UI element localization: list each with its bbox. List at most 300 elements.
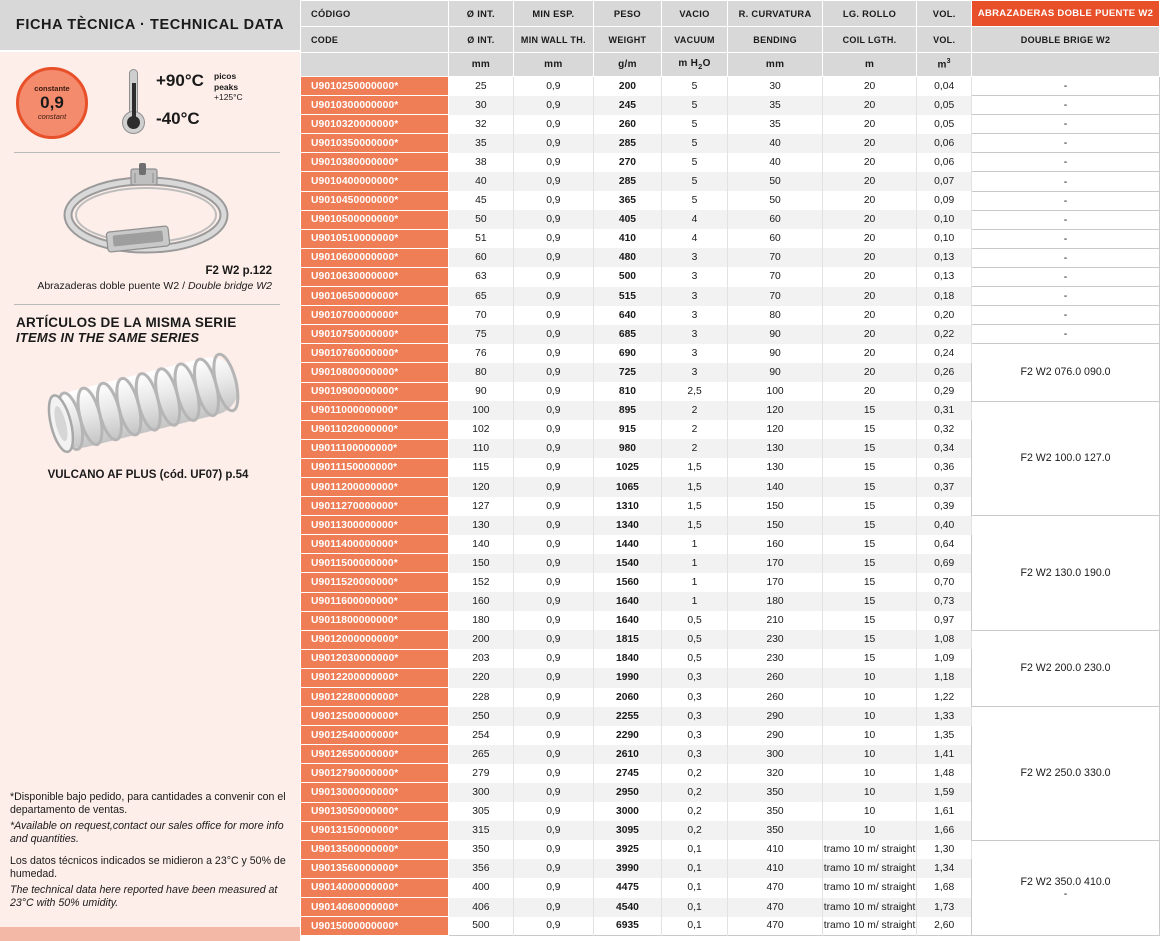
cell-code[interactable]: U9013050000000* — [301, 802, 449, 821]
cell-code[interactable]: U9012200000000* — [301, 668, 449, 687]
cell-clamp-reference: - — [972, 287, 1160, 306]
cell-wall: 0,9 — [513, 267, 594, 286]
cell-coil: 20 — [822, 172, 916, 191]
cell-wall: 0,9 — [513, 745, 594, 764]
cell-int: 228 — [449, 688, 513, 707]
cell-clamp-reference: F2 W2 350.0 410.0 - — [972, 840, 1160, 935]
cell-vacuum: 0,1 — [661, 917, 728, 936]
cell-vol: 0,37 — [917, 477, 972, 496]
cell-wall: 0,9 — [513, 649, 594, 668]
cell-wall: 0,9 — [513, 420, 594, 439]
cell-clamp-reference: - — [972, 248, 1160, 267]
cell-wall: 0,9 — [513, 172, 594, 191]
cell-vol: 1,48 — [917, 764, 972, 783]
cell-weight: 895 — [594, 401, 662, 420]
technical-data-table — [300, 0, 1160, 936]
header-row-es — [301, 1, 1160, 27]
cell-vol: 0,24 — [917, 344, 972, 363]
cell-bending: 90 — [728, 344, 822, 363]
table-row — [301, 840, 1160, 859]
cell-clamp-reference: - — [972, 306, 1160, 325]
cell-code[interactable]: U9012650000000* — [301, 745, 449, 764]
th-bending: BENDING — [728, 27, 822, 53]
temp-max: +90°C — [156, 71, 204, 90]
cell-clamp-reference: F2 W2 076.0 090.0 — [972, 344, 1160, 401]
cell-code[interactable]: U9010800000000* — [301, 363, 449, 382]
cell-bending: 120 — [728, 420, 822, 439]
cell-vol: 0,40 — [917, 516, 972, 535]
specs-row — [10, 62, 286, 140]
cell-code[interactable]: U9010750000000* — [301, 325, 449, 344]
cell-coil: 20 — [822, 210, 916, 229]
cell-vol: 0,32 — [917, 420, 972, 439]
clamp-image — [10, 163, 286, 259]
table-row — [301, 707, 1160, 726]
cell-coil: 15 — [822, 497, 916, 516]
cell-vacuum: 3 — [661, 344, 728, 363]
cell-wall: 0,9 — [513, 248, 594, 267]
thermometer-icon — [116, 67, 150, 139]
cell-code[interactable]: U9010600000000* — [301, 248, 449, 267]
cell-code[interactable]: U9010900000000* — [301, 382, 449, 401]
cell-coil: 20 — [822, 191, 916, 210]
cell-int: 150 — [449, 554, 513, 573]
cell-vacuum: 5 — [661, 191, 728, 210]
temp-peaks-es: picos — [214, 71, 237, 81]
table-row — [301, 306, 1160, 325]
cell-int: 35 — [449, 134, 513, 153]
cell-code[interactable]: U9013560000000* — [301, 859, 449, 878]
th-units-blank — [301, 53, 449, 77]
cell-code[interactable]: U9010250000000* — [301, 77, 449, 96]
cell-vacuum: 0,2 — [661, 821, 728, 840]
cell-int: 50 — [449, 210, 513, 229]
cell-bending: 410 — [728, 840, 822, 859]
cell-wall: 0,9 — [513, 325, 594, 344]
cell-weight: 915 — [594, 420, 662, 439]
table-row — [301, 96, 1160, 115]
cell-coil: 20 — [822, 248, 916, 267]
cell-vol: 0,70 — [917, 573, 972, 592]
cell-code[interactable]: U9010500000000* — [301, 210, 449, 229]
cell-int: 102 — [449, 420, 513, 439]
cell-code[interactable]: U9010380000000* — [301, 153, 449, 172]
cell-vol: 1,41 — [917, 745, 972, 764]
cell-code[interactable]: U9011150000000* — [301, 458, 449, 477]
cell-weight: 2255 — [594, 707, 662, 726]
cell-int: 400 — [449, 878, 513, 897]
cell-weight: 285 — [594, 134, 662, 153]
cell-bending: 50 — [728, 172, 822, 191]
cell-coil: 10 — [822, 821, 916, 840]
cell-coil: 10 — [822, 783, 916, 802]
header-row-units — [301, 53, 1160, 77]
cell-weight: 3925 — [594, 840, 662, 859]
cell-coil: 20 — [822, 363, 916, 382]
cell-wall: 0,9 — [513, 477, 594, 496]
cell-bending: 120 — [728, 401, 822, 420]
cell-weight: 410 — [594, 229, 662, 248]
cell-weight: 1640 — [594, 611, 662, 630]
cell-coil: 15 — [822, 516, 916, 535]
cell-code[interactable]: U9011800000000* — [301, 611, 449, 630]
cell-wall: 0,9 — [513, 573, 594, 592]
cell-bending: 180 — [728, 592, 822, 611]
cell-wall: 0,9 — [513, 382, 594, 401]
table-row — [301, 134, 1160, 153]
cell-bending: 60 — [728, 229, 822, 248]
th-coil: COIL LGTH. — [822, 27, 916, 53]
cell-weight: 3990 — [594, 859, 662, 878]
cell-vol: 1,61 — [917, 802, 972, 821]
cell-vacuum: 2 — [661, 439, 728, 458]
cell-weight: 405 — [594, 210, 662, 229]
cell-vacuum: 3 — [661, 325, 728, 344]
header-row-en — [301, 27, 1160, 53]
cell-int: 160 — [449, 592, 513, 611]
cell-bending: 150 — [728, 497, 822, 516]
cell-coil: 15 — [822, 458, 916, 477]
cell-code[interactable]: U9012000000000* — [301, 630, 449, 649]
cell-vacuum: 0,5 — [661, 630, 728, 649]
bottom-accent-strip — [0, 927, 300, 941]
th-min-wall: MIN WALL TH. — [513, 27, 594, 53]
cell-wall: 0,9 — [513, 783, 594, 802]
cell-int: 120 — [449, 477, 513, 496]
cell-code[interactable]: U9011000000000* — [301, 401, 449, 420]
cell-code[interactable]: U9013150000000* — [301, 821, 449, 840]
cell-wall: 0,9 — [513, 630, 594, 649]
table-row — [301, 210, 1160, 229]
cell-code[interactable]: U9011400000000* — [301, 535, 449, 554]
cell-clamp-reference: - — [972, 134, 1160, 153]
cell-code[interactable]: U9010350000000* — [301, 134, 449, 153]
cell-vol: 0,64 — [917, 535, 972, 554]
cell-code[interactable]: U9012790000000* — [301, 764, 449, 783]
table-row — [301, 229, 1160, 248]
cell-bending: 170 — [728, 554, 822, 573]
cell-wall: 0,9 — [513, 191, 594, 210]
cell-bending: 90 — [728, 325, 822, 344]
cell-vol: 0,07 — [917, 172, 972, 191]
cell-wall: 0,9 — [513, 611, 594, 630]
cell-vol: 0,05 — [917, 115, 972, 134]
cell-int: 220 — [449, 668, 513, 687]
cell-weight: 4540 — [594, 898, 662, 917]
cell-wall: 0,9 — [513, 688, 594, 707]
cell-bending: 35 — [728, 96, 822, 115]
th-vol-en: VOL. — [917, 27, 972, 53]
cell-bending: 210 — [728, 611, 822, 630]
cell-clamp-reference: - — [972, 153, 1160, 172]
cell-coil: 10 — [822, 688, 916, 707]
cell-clamp-reference: - — [972, 229, 1160, 248]
cell-int: 65 — [449, 287, 513, 306]
cell-code[interactable]: U9010400000000* — [301, 172, 449, 191]
cell-weight: 690 — [594, 344, 662, 363]
cell-bending: 260 — [728, 668, 822, 687]
cell-vacuum: 5 — [661, 115, 728, 134]
cell-code[interactable]: U9011500000000* — [301, 554, 449, 573]
table-row — [301, 287, 1160, 306]
cell-int: 25 — [449, 77, 513, 96]
cell-wall: 0,9 — [513, 917, 594, 936]
cell-coil: tramo 10 m/ straight — [822, 898, 916, 917]
cell-clamp-reference: - — [972, 172, 1160, 191]
cell-int: 45 — [449, 191, 513, 210]
cell-weight: 810 — [594, 382, 662, 401]
cell-vacuum: 3 — [661, 267, 728, 286]
table-row — [301, 172, 1160, 191]
cell-code[interactable]: U9013000000000* — [301, 783, 449, 802]
cell-vacuum: 4 — [661, 229, 728, 248]
cell-bending: 160 — [728, 535, 822, 554]
cell-coil: 20 — [822, 96, 916, 115]
cell-vacuum: 0,5 — [661, 649, 728, 668]
cell-weight: 685 — [594, 325, 662, 344]
cell-vol: 0,13 — [917, 267, 972, 286]
cell-coil: 10 — [822, 764, 916, 783]
cell-bending: 230 — [728, 630, 822, 649]
cell-code[interactable]: U9014000000000* — [301, 878, 449, 897]
note-measurement-en: The technical data here reported have been measured at 23°C with 50% umidity. — [10, 883, 278, 910]
cell-coil: 20 — [822, 325, 916, 344]
cell-code[interactable]: U9015000000000* — [301, 917, 449, 936]
cell-wall: 0,9 — [513, 726, 594, 745]
cell-code[interactable]: U9011300000000* — [301, 516, 449, 535]
constant-label-es: constante — [34, 84, 70, 94]
cell-coil: 15 — [822, 554, 916, 573]
cell-coil: 15 — [822, 573, 916, 592]
cell-code[interactable]: U9011520000000* — [301, 573, 449, 592]
cell-coil: 20 — [822, 267, 916, 286]
cell-bending: 30 — [728, 77, 822, 96]
cell-code[interactable]: U9010450000000* — [301, 191, 449, 210]
cell-code[interactable]: U9014060000000* — [301, 898, 449, 917]
cell-weight: 4475 — [594, 878, 662, 897]
cell-int: 30 — [449, 96, 513, 115]
constant-badge — [16, 67, 88, 139]
cell-coil: tramo 10 m/ straight — [822, 840, 916, 859]
clamp-caption — [10, 280, 286, 292]
cell-wall: 0,9 — [513, 77, 594, 96]
cell-code[interactable]: U9010650000000* — [301, 287, 449, 306]
cell-vacuum: 0,2 — [661, 783, 728, 802]
panel-title: FICHA TÈCNICA · TECHNICAL DATA — [15, 17, 285, 33]
clamp-reference: F2 W2 p.122 — [205, 265, 272, 277]
cell-vol: 0,34 — [917, 439, 972, 458]
cell-wall: 0,9 — [513, 363, 594, 382]
cell-vol: 0,06 — [917, 134, 972, 153]
cell-weight: 2610 — [594, 745, 662, 764]
cell-vol: 0,10 — [917, 229, 972, 248]
cell-code[interactable]: U9010700000000* — [301, 306, 449, 325]
cell-bending: 300 — [728, 745, 822, 764]
cell-code[interactable]: U9010510000000* — [301, 229, 449, 248]
cell-wall: 0,9 — [513, 458, 594, 477]
cell-int: 140 — [449, 535, 513, 554]
cell-coil: 15 — [822, 535, 916, 554]
cell-wall: 0,9 — [513, 821, 594, 840]
cell-vol: 0,29 — [917, 382, 972, 401]
cell-int: 51 — [449, 229, 513, 248]
cell-int: 500 — [449, 917, 513, 936]
cell-wall: 0,9 — [513, 859, 594, 878]
table-row — [301, 630, 1160, 649]
cell-bending: 70 — [728, 287, 822, 306]
th-unit-m: m — [822, 53, 916, 77]
cell-weight: 1540 — [594, 554, 662, 573]
cell-vol: 1,33 — [917, 707, 972, 726]
cell-int: 75 — [449, 325, 513, 344]
cell-vol: 0,05 — [917, 96, 972, 115]
cell-clamp-reference: - — [972, 96, 1160, 115]
cell-code[interactable]: U9012030000000* — [301, 649, 449, 668]
cell-int: 40 — [449, 172, 513, 191]
cell-vacuum: 0,3 — [661, 688, 728, 707]
cell-wall: 0,9 — [513, 592, 594, 611]
cell-vacuum: 3 — [661, 248, 728, 267]
cell-vol: 0,39 — [917, 497, 972, 516]
cell-wall: 0,9 — [513, 554, 594, 573]
cell-clamp-reference: - — [972, 77, 1160, 96]
series-item-label: VULCANO AF PLUS (cód. UF07) p.54 — [47, 469, 249, 481]
cell-weight: 980 — [594, 439, 662, 458]
th-unit-gm: g/m — [594, 53, 662, 77]
cell-weight: 1560 — [594, 573, 662, 592]
th-codigo: CÓDIGO — [301, 1, 449, 27]
divider-2 — [14, 304, 280, 305]
cell-coil: 10 — [822, 802, 916, 821]
cell-bending: 50 — [728, 191, 822, 210]
cell-code[interactable]: U9011100000000* — [301, 439, 449, 458]
cell-code[interactable]: U9011200000000* — [301, 477, 449, 496]
cell-vacuum: 0,1 — [661, 840, 728, 859]
cell-int: 110 — [449, 439, 513, 458]
cell-vacuum: 1,5 — [661, 458, 728, 477]
series-heading — [10, 315, 286, 345]
th-unit-mh2o: m $H_2O$ — [661, 53, 728, 77]
cell-vacuum: 1 — [661, 535, 728, 554]
cell-code[interactable]: U9011020000000* — [301, 420, 449, 439]
cell-coil: tramo 10 m/ straight — [822, 917, 916, 936]
cell-bending: 40 — [728, 134, 822, 153]
cell-vacuum: 0,1 — [661, 878, 728, 897]
cell-vol: 0,13 — [917, 248, 972, 267]
cell-vacuum: 1,5 — [661, 497, 728, 516]
constant-label-en: constant — [37, 111, 67, 121]
cell-weight: 1340 — [594, 516, 662, 535]
cell-weight: 515 — [594, 287, 662, 306]
cell-vol: 0,06 — [917, 153, 972, 172]
cell-code[interactable]: U9011600000000* — [301, 592, 449, 611]
divider-1 — [14, 152, 280, 153]
cell-clamp-reference: - — [972, 191, 1160, 210]
spiral-hose-illustration — [23, 349, 273, 461]
cell-bending: 60 — [728, 210, 822, 229]
cell-int: 305 — [449, 802, 513, 821]
cell-coil: 15 — [822, 611, 916, 630]
cell-vol: 2,60 — [917, 917, 972, 936]
th-code: CODE — [301, 27, 449, 53]
clamp-caption-en: Double bridge W2 — [187, 280, 272, 292]
cell-int: 115 — [449, 458, 513, 477]
table-row — [301, 516, 1160, 535]
cell-coil: 20 — [822, 134, 916, 153]
cell-code[interactable]: U9012540000000* — [301, 726, 449, 745]
cell-vol: 1,68 — [917, 878, 972, 897]
cell-int: 152 — [449, 573, 513, 592]
cell-coil: 10 — [822, 668, 916, 687]
cell-int: 200 — [449, 630, 513, 649]
cell-code[interactable]: U9011270000000* — [301, 497, 449, 516]
cell-code[interactable]: U9010630000000* — [301, 267, 449, 286]
cell-vol: 1,22 — [917, 688, 972, 707]
table-header — [301, 1, 1160, 77]
cell-clamp-reference: F2 W2 250.0 330.0 — [972, 707, 1160, 841]
th-unit-mm3: mm — [728, 53, 822, 77]
cell-coil: 20 — [822, 77, 916, 96]
cell-weight: 1840 — [594, 649, 662, 668]
cell-code[interactable]: U9010320000000* — [301, 115, 449, 134]
cell-weight: 2745 — [594, 764, 662, 783]
cell-vacuum: 5 — [661, 134, 728, 153]
table-row — [301, 401, 1160, 420]
th-rollo: LG. ROLLO — [822, 1, 916, 27]
cell-wall: 0,9 — [513, 96, 594, 115]
cell-int: 127 — [449, 497, 513, 516]
cell-bending: 130 — [728, 458, 822, 477]
cell-weight: 1640 — [594, 592, 662, 611]
th-unit-mm2: mm — [513, 53, 594, 77]
cell-bending: 40 — [728, 153, 822, 172]
cell-weight: 3095 — [594, 821, 662, 840]
th-int-en: Ø INT. — [449, 27, 513, 53]
cell-wall: 0,9 — [513, 878, 594, 897]
cell-vacuum: 1 — [661, 554, 728, 573]
cell-vacuum: 0,2 — [661, 764, 728, 783]
cell-int: 100 — [449, 401, 513, 420]
cell-int: 130 — [449, 516, 513, 535]
cell-code[interactable]: U9012280000000* — [301, 688, 449, 707]
clamp-caption-es: Abrazaderas doble puente W2 / — [37, 280, 186, 292]
cell-wall: 0,9 — [513, 344, 594, 363]
cell-wall: 0,9 — [513, 115, 594, 134]
cell-weight: 500 — [594, 267, 662, 286]
cell-weight: 285 — [594, 172, 662, 191]
cell-code[interactable]: U9010760000000* — [301, 344, 449, 363]
th-int: Ø INT. — [449, 1, 513, 27]
cell-code[interactable]: U9010300000000* — [301, 96, 449, 115]
cell-vacuum: 0,2 — [661, 802, 728, 821]
cell-wall: 0,9 — [513, 210, 594, 229]
cell-wall: 0,9 — [513, 497, 594, 516]
cell-wall: 0,9 — [513, 840, 594, 859]
table-row — [301, 153, 1160, 172]
cell-int: 406 — [449, 898, 513, 917]
cell-clamp-reference: - — [972, 115, 1160, 134]
cell-code[interactable]: U9013500000000* — [301, 840, 449, 859]
cell-vol: 0,73 — [917, 592, 972, 611]
cell-code[interactable]: U9012500000000* — [301, 707, 449, 726]
cell-int: 254 — [449, 726, 513, 745]
cell-clamp-reference: - — [972, 210, 1160, 229]
cell-weight: 1065 — [594, 477, 662, 496]
cell-bending: 290 — [728, 726, 822, 745]
cell-vol: 1,59 — [917, 783, 972, 802]
cell-vol: 0,36 — [917, 458, 972, 477]
cell-clamp-reference: - — [972, 325, 1160, 344]
